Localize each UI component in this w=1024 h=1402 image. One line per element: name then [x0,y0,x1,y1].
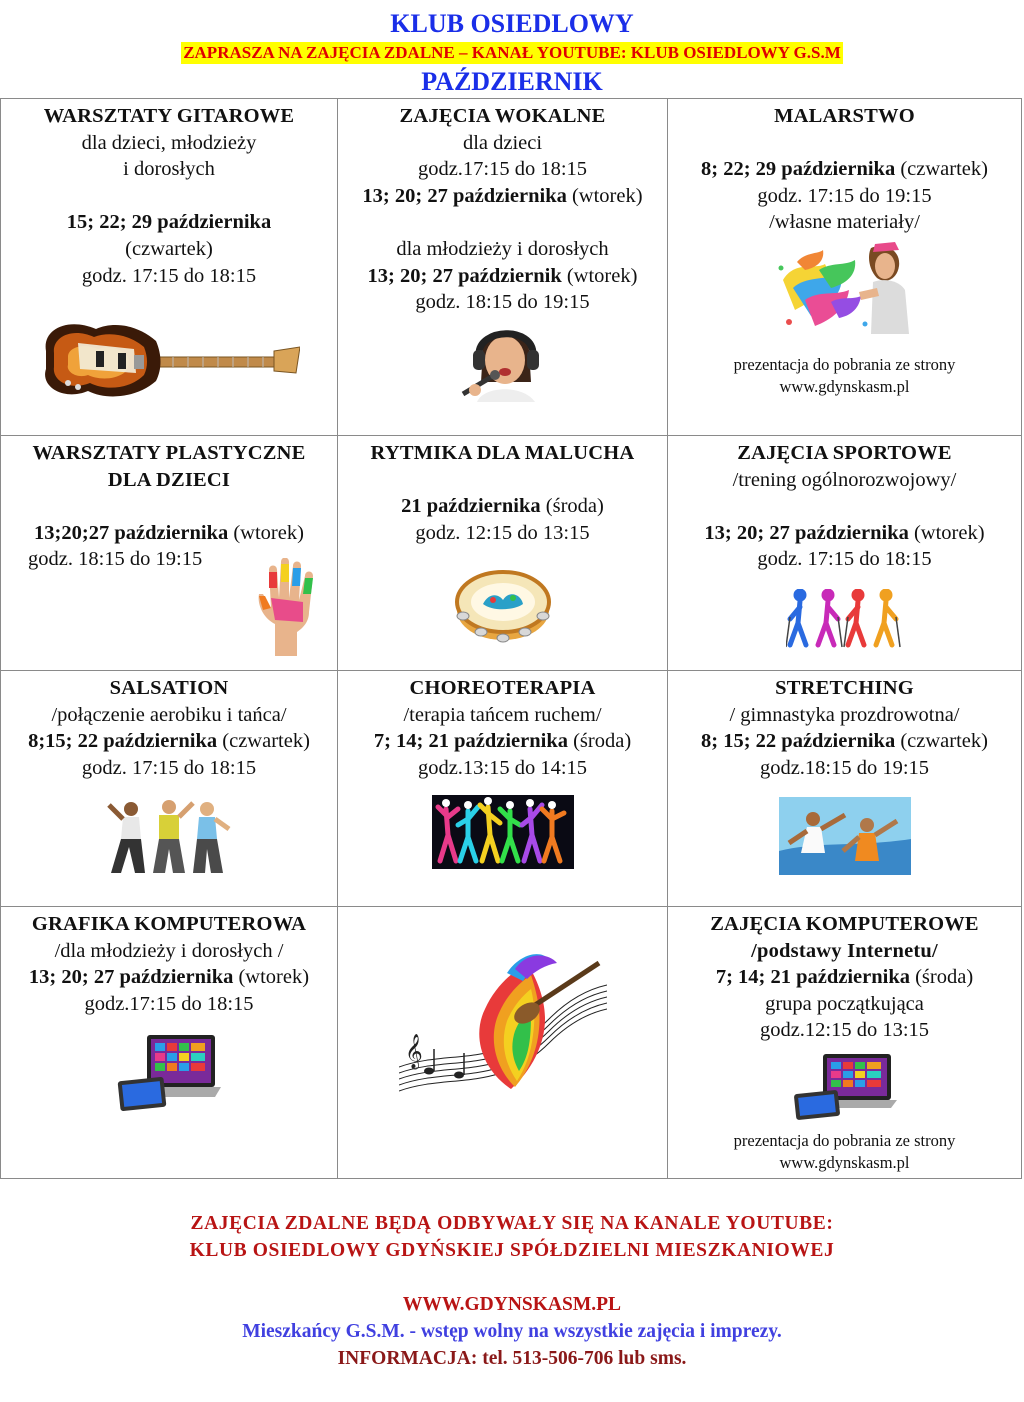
presentation-note: prezentacja do pobrania ze strony [733,354,956,374]
cell-text: grupa początkująca [765,992,924,1015]
cell-salsation [1,671,338,907]
cell-dates: 8; 15; 22 października [701,730,896,753]
cell-time: godz. 17:15 do 18:15 [81,756,257,779]
footer-info: INFORMACJA: tel. 513-506-706 lub sms. [337,1348,687,1369]
table-row [1,671,1022,907]
music-art-image [399,949,607,1095]
cell-note: /własne materiały/ [769,211,920,234]
cell-time: godz. 17:15 do 18:15 [81,264,257,287]
presentation-note: prezentacja do pobrania ze strony [733,1130,956,1150]
cell-text: i dorosłych [123,158,215,181]
cell-day: (wtorek) [228,521,304,544]
cell-dates: 13; 20; 27 października [28,966,234,989]
footer-line-1: ZAJĘCIA ZDALNE BĘDĄ ODBYWAŁY SIĘ NA KANALE YOUTUBE: [190,1213,834,1234]
footer-line-2: KLUB OSIEDLOWY GDYŃSKIEJ SPÓŁDZIELNI MIESZKANIOWEJ [189,1240,835,1261]
cell-time: godz. 12:15 do 13:15 [415,521,590,544]
cell-plastic [1,436,338,671]
cell-day: (czwartek) [125,237,213,260]
cell-day: (wtorek) [908,521,985,544]
guitar-image [38,311,300,403]
cell-title: GRAFIKA KOMPUTEROWA [31,913,307,935]
cell-title: RYTMIKA DLA MALUCHA [370,442,635,464]
cell-title: MALARSTWO [774,105,915,127]
singer-image [453,320,553,402]
cell-stretching [668,671,1022,907]
cell-time: godz.12:15 do 13:15 [759,1019,930,1042]
table-row [1,99,1022,436]
cell-text: dla młodzieży i dorosłych [396,237,609,260]
cell-day: (środa) [540,495,604,518]
nordic-walkers-image [786,589,904,649]
cell-dates: 8; 22; 29 października [701,158,896,181]
table-row [1,436,1022,671]
cell-title: ZAJĘCIA KOMPUTEROWE [710,913,979,935]
cell-text: dla dzieci [462,131,543,154]
cell-note: / gimnastyka prozdrowotna/ [729,703,960,726]
cell-day: (wtorek) [561,264,638,287]
painter-image [775,240,915,336]
cell-time: godz. 17:15 do 18:15 [757,548,932,571]
cell-title: CHOREOTERAPIA [409,677,596,699]
cell-day: (czwartek) [895,158,988,181]
footer-notice [0,1210,1024,1264]
cell-computer [668,907,1022,1179]
cell-title: STRETCHING [775,677,914,699]
cell-choreo [338,671,668,907]
cell-vocal [338,99,668,436]
page-subtitle: ZAPRASZA NA ZAJĘCIA ZDALNE – KANAŁ YOUTUBE: KLUB OSIEDLOWY G.S.M [183,43,841,62]
cell-day: (czwartek) [217,730,310,753]
stretching-image [779,797,911,875]
cell-rhythm [338,436,668,671]
subtitle-wrap [0,42,1024,64]
table-row [1,907,1022,1179]
cell-title: WARSZTATY PLASTYCZNE [32,442,306,464]
cell-graphics [1,907,338,1179]
cell-note: /trening ogólnorozwojowy/ [732,468,957,491]
footer-website[interactable]: WWW.GDYNSKASM.PL [402,1294,622,1315]
cell-title: WARSZTATY GITAROWE [43,105,295,127]
dance-silhouettes-image [432,795,574,869]
cell-guitar [1,99,338,436]
painted-hand-image [253,558,319,656]
cell-day: (środa) [909,966,974,989]
cell-painting [668,99,1022,436]
cell-time: godz.13:15 do 14:15 [417,756,588,779]
cell-title: SALSATION [109,677,229,699]
cell-time: godz.17:15 do 18:15 [84,992,254,1015]
cell-dates: 13;20;27 października [34,521,229,544]
cell-dates: 13; 20; 27 października [362,184,567,207]
cell-time: godz.17:15 do 18:15 [417,158,588,181]
schedule-table [0,98,1022,1179]
cell-day: (wtorek) [566,184,643,207]
cell-dates: 7; 14; 21 października [715,966,910,989]
website-link[interactable]: www.gdynskasm.pl [779,1152,910,1172]
month-heading: PAŹDZIERNIK [421,67,603,96]
computer-image [117,1033,221,1115]
cell-note: /podstawy Internetu/ [751,939,938,962]
cell-time: godz. 18:15 do 19:15 [415,291,590,314]
cell-dates: 7; 14; 21 października [373,730,568,753]
cell-text: dla dzieci, młodzieży [81,131,257,154]
computer-image [793,1052,897,1122]
page-title: KLUB OSIEDLOWY [390,9,634,38]
cell-time: godz.18:15 do 19:15 [759,756,930,779]
website-link[interactable]: www.gdynskasm.pl [779,376,910,396]
cell-dates: 8;15; 22 października [28,730,218,753]
cell-note: /dla młodzieży i dorosłych / [54,939,284,962]
cell-time: godz. 17:15 do 19:15 [757,184,932,207]
cell-note: /terapia tańcem ruchem/ [403,703,602,726]
tambourine-image [453,564,553,644]
footer-residents: Mieszkańcy G.S.M. - wstęp wolny na wszystkie zajęcia i imprezy. [242,1321,782,1342]
cell-title: ZAJĘCIA SPORTOWE [737,442,952,464]
cell-sport [668,436,1022,671]
dancers-image [107,795,231,875]
cell-time: godz. 18:15 do 19:15 [28,548,203,571]
svg-text:𝄞: 𝄞 [404,1034,423,1069]
cell-dates: 13; 20; 27 październik [367,264,562,287]
cell-dates: 13; 20; 27 października [704,521,909,544]
cell-music-art [338,907,668,1179]
cell-title: DLA DZIECI [107,468,231,491]
cell-day: (środa) [567,730,632,753]
cell-day: (wtorek) [233,966,310,989]
cell-dates: 21 października [401,495,541,518]
cell-dates: 15; 22; 29 października [66,211,272,234]
cell-note: /połączenie aerobiku i tańca/ [51,703,287,726]
cell-title: ZAJĘCIA WOKALNE [399,105,606,127]
cell-day: (czwartek) [895,730,988,753]
